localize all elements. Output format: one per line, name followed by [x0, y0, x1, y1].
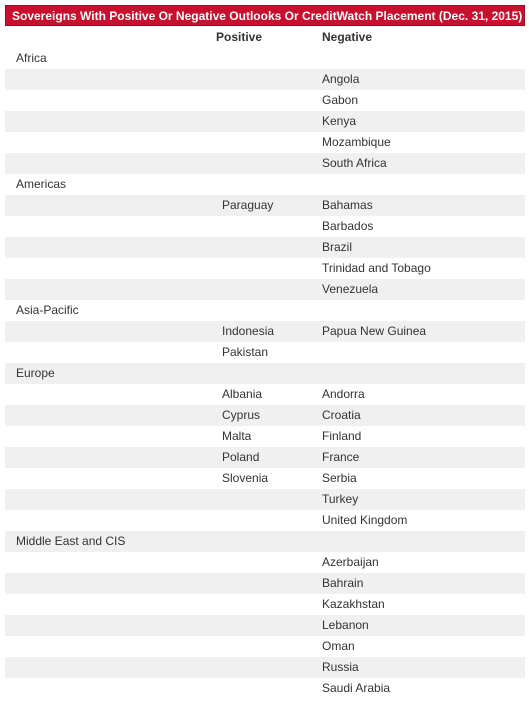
positive-cell: Paraguay — [222, 198, 274, 212]
table-row — [5, 510, 525, 531]
positive-cell — [213, 510, 319, 531]
table-row — [5, 279, 525, 300]
region-cell: Asia-Pacific — [16, 303, 79, 317]
region-cell — [5, 405, 213, 426]
region-cell — [5, 636, 213, 657]
positive-cell: Pakistan — [222, 345, 269, 359]
region-cell: Americas — [16, 177, 67, 191]
region-cell — [5, 384, 213, 405]
negative-cell: Kenya — [322, 114, 357, 128]
negative-cell — [319, 531, 525, 552]
positive-cell — [213, 363, 319, 384]
positive-cell — [213, 300, 319, 321]
table-row — [5, 615, 525, 636]
negative-cell: Gabon — [322, 93, 359, 107]
table-row — [5, 552, 525, 573]
positive-cell — [213, 573, 319, 594]
negative-cell: Andorra — [322, 387, 365, 401]
negative-cell: France — [322, 450, 360, 464]
region-cell — [5, 615, 213, 636]
negative-cell: Trinidad and Tobago — [322, 261, 431, 275]
positive-cell — [213, 657, 319, 678]
negative-cell: Lebanon — [322, 618, 369, 632]
region-cell — [5, 90, 213, 111]
header-region — [5, 26, 213, 48]
positive-cell — [213, 174, 319, 195]
table-title: Sovereigns With Positive Or Negative Outlooks Or CreditWatch Placement (Dec. 31, 2015) — [5, 5, 525, 26]
table-row — [5, 594, 525, 615]
negative-cell: Venezuela — [322, 282, 379, 296]
region-cell — [5, 447, 213, 468]
region-cell — [5, 258, 213, 279]
negative-cell: Bahamas — [322, 198, 373, 212]
region-cell — [5, 132, 213, 153]
positive-cell — [213, 594, 319, 615]
region-cell — [5, 678, 213, 699]
table-row — [5, 678, 525, 699]
negative-cell: Papua New Guinea — [322, 324, 427, 338]
table-row — [5, 258, 525, 279]
negative-cell — [319, 48, 525, 69]
table-row — [5, 69, 525, 90]
negative-cell: Finland — [322, 429, 362, 443]
region-cell — [5, 153, 213, 174]
region-cell — [5, 195, 213, 216]
region-cell — [5, 468, 213, 489]
region-cell — [5, 594, 213, 615]
outlook-table-container — [5, 5, 525, 699]
table-body — [5, 48, 525, 699]
table-row — [5, 468, 525, 489]
positive-cell — [213, 237, 319, 258]
positive-cell: Poland — [222, 450, 260, 464]
region-cell — [5, 321, 213, 342]
region-cell — [5, 342, 213, 363]
table-row — [5, 531, 525, 552]
negative-cell: Mozambique — [322, 135, 391, 149]
table-row — [5, 636, 525, 657]
positive-cell — [213, 48, 319, 69]
table-row — [5, 111, 525, 132]
positive-cell — [213, 531, 319, 552]
negative-cell: United Kingdom — [322, 513, 408, 527]
region-cell — [5, 573, 213, 594]
negative-cell: Brazil — [322, 240, 353, 254]
table-row — [5, 657, 525, 678]
positive-cell — [213, 153, 319, 174]
negative-cell: Kazakhstan — [322, 597, 385, 611]
positive-cell — [213, 552, 319, 573]
positive-cell — [213, 258, 319, 279]
positive-cell — [213, 489, 319, 510]
table-header — [5, 26, 525, 48]
table-row — [5, 237, 525, 258]
positive-cell — [213, 678, 319, 699]
negative-cell — [319, 300, 525, 321]
table-row — [5, 216, 525, 237]
region-cell — [5, 510, 213, 531]
negative-cell: Russia — [322, 660, 359, 674]
table-row — [5, 90, 525, 111]
region-cell — [5, 426, 213, 447]
table-row — [5, 195, 525, 216]
region-cell — [5, 111, 213, 132]
negative-cell — [319, 342, 525, 363]
negative-cell: Barbados — [322, 219, 374, 233]
positive-cell — [213, 132, 319, 153]
table-row — [5, 321, 525, 342]
table-row — [5, 405, 525, 426]
table-row — [5, 153, 525, 174]
table-row — [5, 426, 525, 447]
negative-cell: Croatia — [322, 408, 361, 422]
table-row — [5, 573, 525, 594]
table-row — [5, 174, 525, 195]
negative-cell: Bahrain — [322, 576, 364, 590]
table-row — [5, 489, 525, 510]
region-cell: Middle East and CIS — [16, 534, 126, 548]
positive-cell — [213, 90, 319, 111]
table-row — [5, 363, 525, 384]
negative-cell: Azerbaijan — [322, 555, 379, 569]
positive-cell: Indonesia — [222, 324, 275, 338]
region-cell — [5, 279, 213, 300]
negative-cell — [319, 363, 525, 384]
table-row — [5, 342, 525, 363]
header-row — [5, 26, 525, 48]
negative-cell — [319, 174, 525, 195]
negative-cell: South Africa — [322, 156, 387, 170]
negative-cell: Saudi Arabia — [322, 681, 391, 695]
region-cell — [5, 237, 213, 258]
table-row — [5, 384, 525, 405]
header-positive: Positive — [216, 30, 263, 44]
table-row — [5, 48, 525, 69]
positive-cell — [213, 615, 319, 636]
outlook-table — [5, 26, 525, 699]
region-cell: Africa — [16, 51, 47, 65]
positive-cell: Cyprus — [222, 408, 261, 422]
table-row — [5, 447, 525, 468]
negative-cell: Angola — [322, 72, 360, 86]
positive-cell — [213, 111, 319, 132]
positive-cell — [213, 279, 319, 300]
region-cell — [5, 552, 213, 573]
region-cell — [5, 216, 213, 237]
positive-cell: Albania — [222, 387, 263, 401]
region-cell — [5, 489, 213, 510]
positive-cell — [213, 69, 319, 90]
region-cell: Europe — [16, 366, 55, 380]
table-row — [5, 132, 525, 153]
positive-cell: Malta — [222, 429, 252, 443]
negative-cell: Oman — [322, 639, 355, 653]
negative-cell: Serbia — [322, 471, 357, 485]
negative-cell: Turkey — [322, 492, 359, 506]
positive-cell — [213, 216, 319, 237]
positive-cell — [213, 636, 319, 657]
header-negative: Negative — [322, 30, 373, 44]
region-cell — [5, 69, 213, 90]
table-row — [5, 300, 525, 321]
region-cell — [5, 657, 213, 678]
positive-cell: Slovenia — [222, 471, 269, 485]
